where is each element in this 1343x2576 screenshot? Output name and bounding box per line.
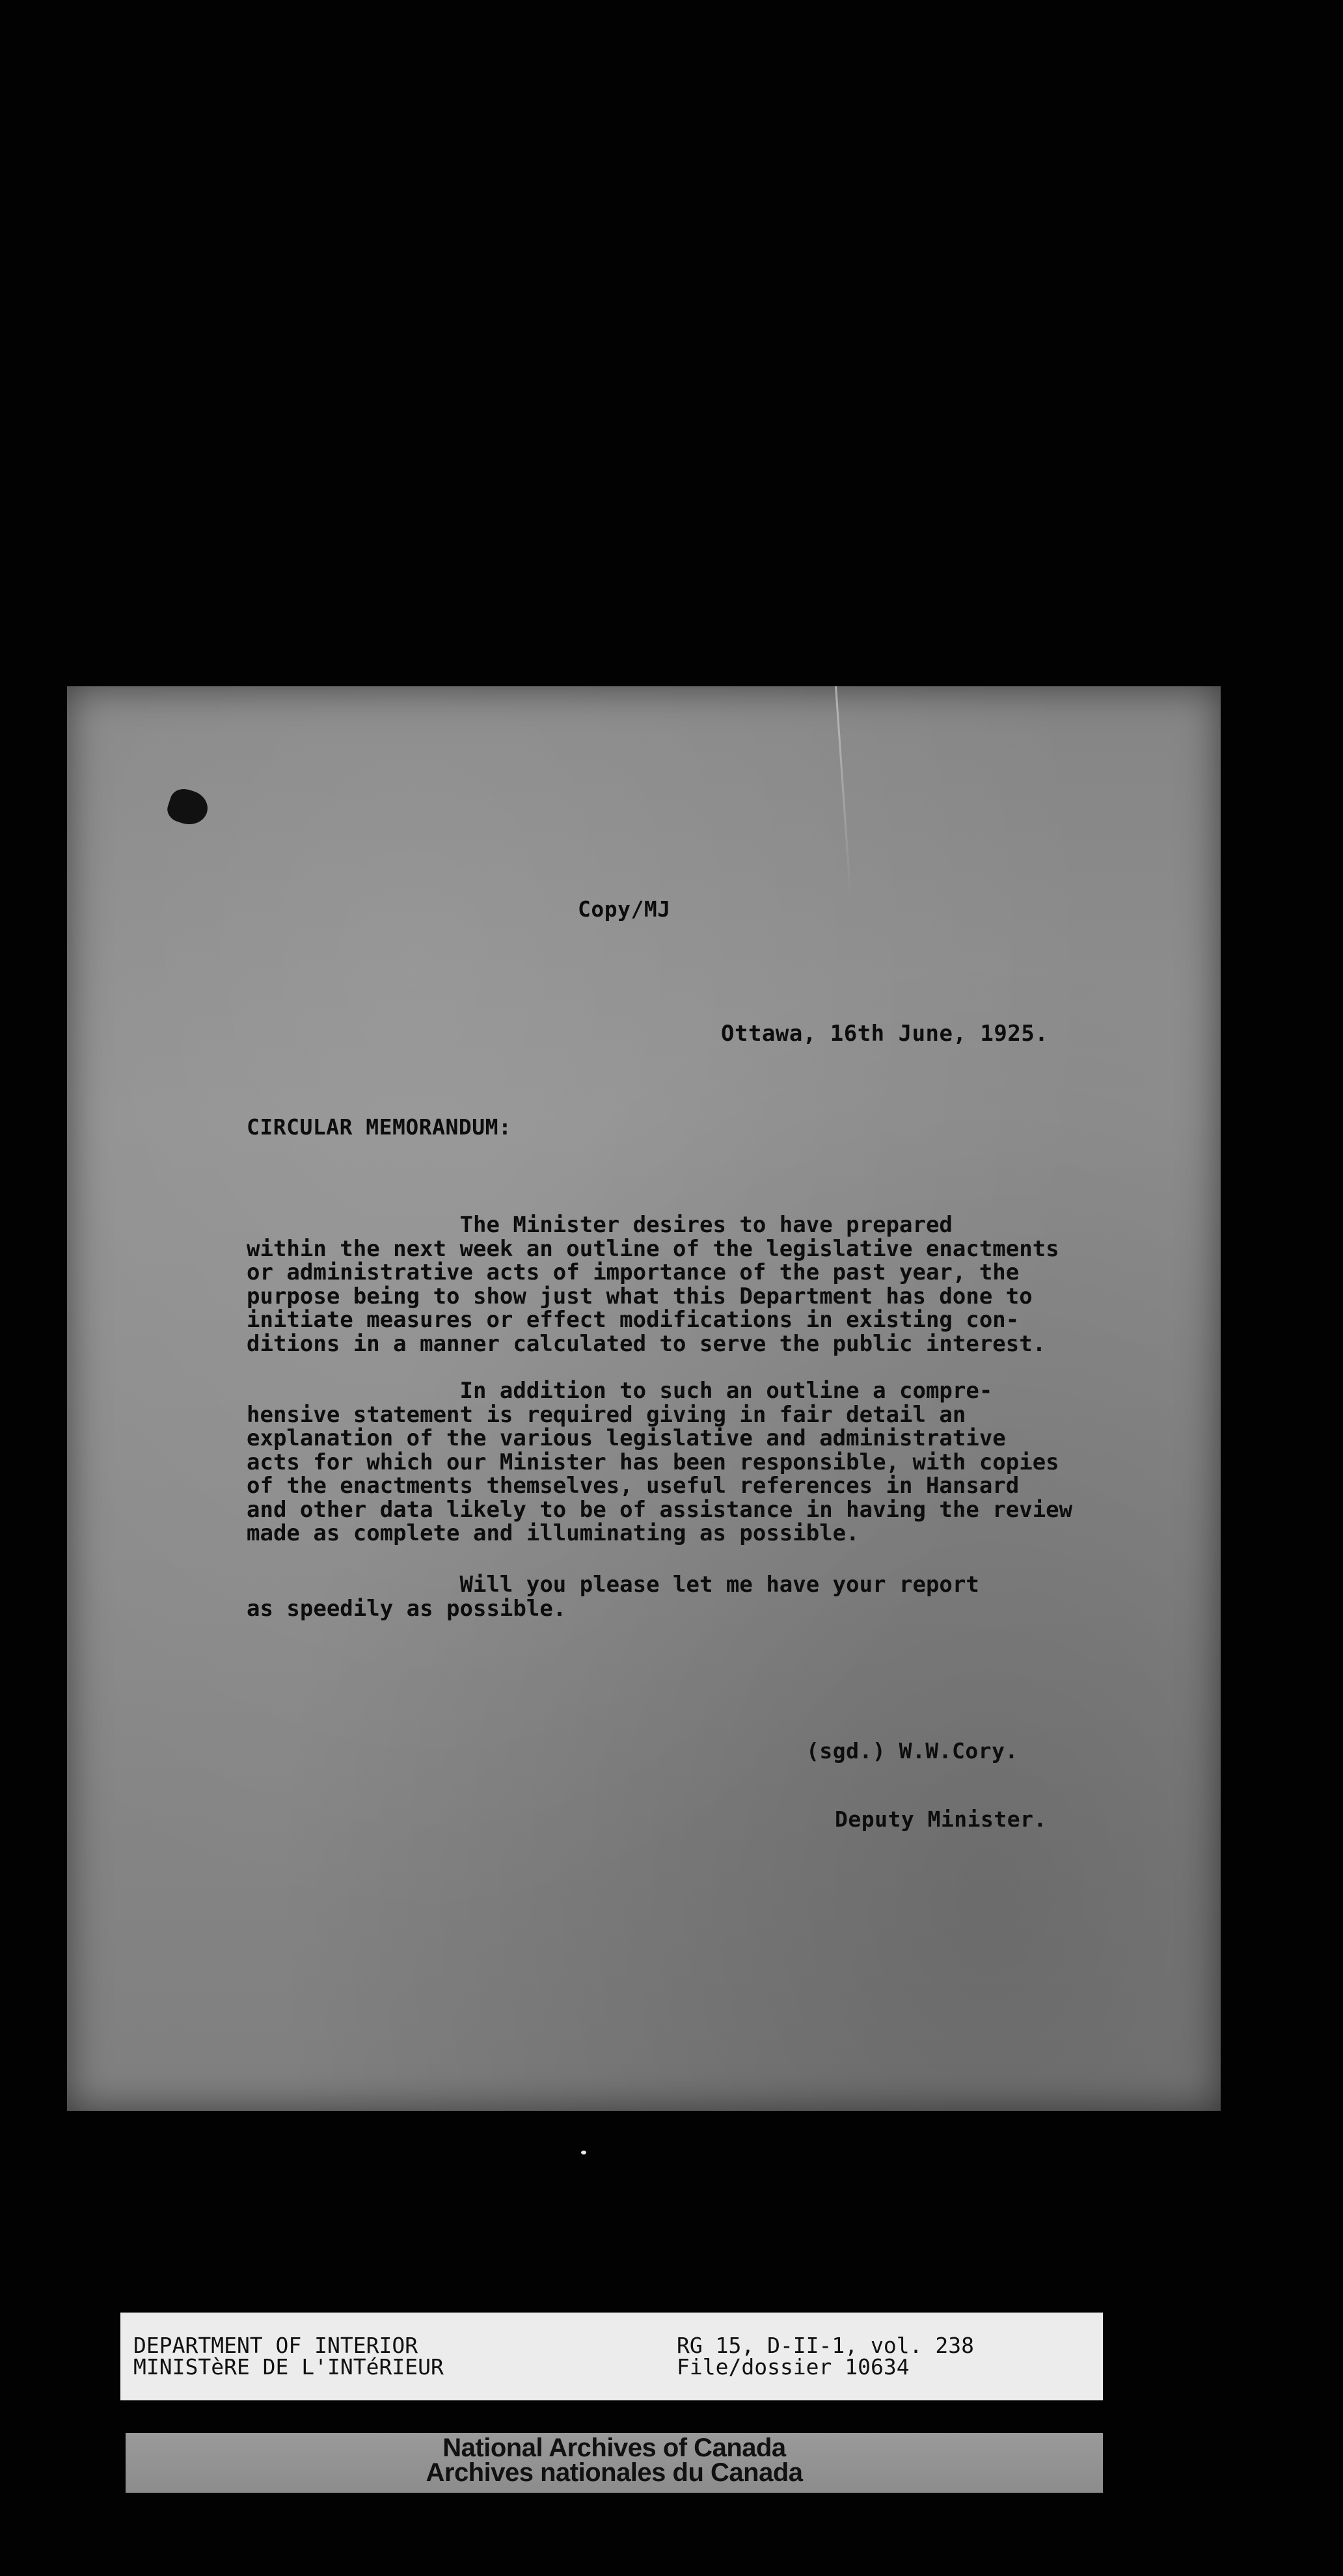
record-group-reference: RG 15, D-II-1, vol. 238 bbox=[677, 2333, 974, 2358]
date-line: Ottawa, 16th June, 1925. bbox=[721, 1021, 1049, 1047]
archives-name-fr: Archives nationales du Canada bbox=[426, 2458, 803, 2487]
department-name-fr: MINISTèRE DE L'INTéRIEUR bbox=[133, 2354, 444, 2380]
archives-banner bbox=[126, 2433, 1103, 2493]
paragraph-2: In addition to such an outline a compre- hensive statement is required giving in fair detail an explanation of the various legislative and administrative acts for which our Minister has been responsible, with copies of the enactments themselves, useful references in Hansard and other data likely to be of assistance in having the review made as complete and illuminating as possible. bbox=[247, 1378, 1073, 1546]
archives-name-en: National Archives of Canada bbox=[442, 2434, 786, 2462]
memo-heading: CIRCULAR MEMORANDUM: bbox=[247, 1114, 512, 1140]
paragraph-1: The Minister desires to have prepared within the next week an outline of the legislative enactments or administrative acts of importance of the past year, the purpose being to show just what this Department has done to initiate measures or effect modifications in existing con- ditions in a manner calculated to serve the public interest. bbox=[247, 1212, 1059, 1357]
signature-title: Deputy Minister. bbox=[835, 1806, 1047, 1832]
paragraph-3: Will you please let me have your report as speedily as possible. bbox=[247, 1572, 979, 1622]
signature: (sgd.) W.W.Cory. bbox=[806, 1738, 1018, 1764]
archive-reference-label bbox=[120, 2313, 1103, 2400]
copy-mark: Copy/MJ bbox=[578, 896, 671, 922]
film-speck bbox=[581, 2151, 586, 2154]
typewritten-sheet bbox=[67, 686, 1221, 2111]
file-number: File/dossier 10634 bbox=[677, 2354, 910, 2380]
department-name-en: DEPARTMENT OF INTERIOR bbox=[133, 2333, 418, 2358]
punch-hole-mark bbox=[164, 785, 211, 829]
